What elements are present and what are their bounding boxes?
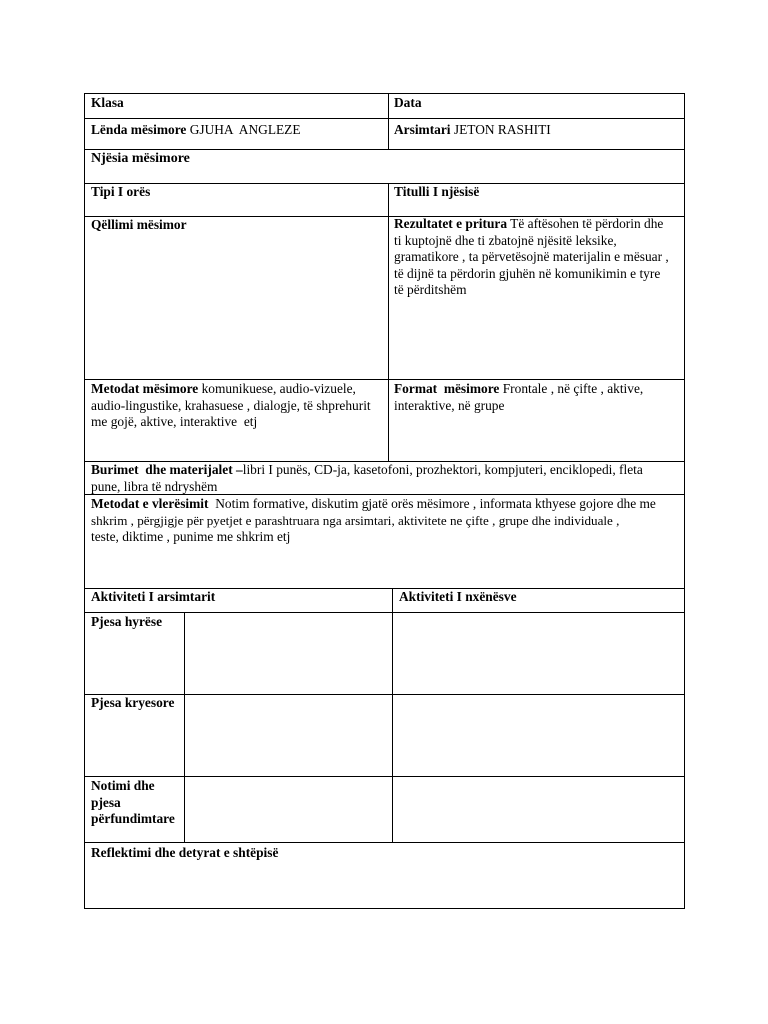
burimet-block <box>91 462 681 495</box>
pjesa-hyrese-arsimtari-cell[interactable] <box>185 613 391 694</box>
klasa-label: Klasa <box>91 95 124 110</box>
burimet-label: Burimet dhe materijalet – <box>91 462 243 477</box>
notimi-nxenesit-cell[interactable] <box>393 777 685 842</box>
burimet-line: libri I punës, CD-ja, kasetofoni, prozhektori, kompjuteri, enciklopedi, fleta <box>242 462 643 477</box>
lenda-value: GJUHA ANGLEZE <box>189 122 301 137</box>
rezultatet-block <box>394 216 684 299</box>
pjesa-hyrese-label: Pjesa hyrëse <box>91 614 163 629</box>
aktiviteti-nxenesve-label: Aktiviteti I nxënësve <box>399 589 517 604</box>
aktiviteti-arsimtarit-label: Aktiviteti I arsimtarit <box>91 589 216 604</box>
rezultatet-line: Të aftësohen të përdorin dhe <box>510 216 664 231</box>
pjesa-hyrese-nxenesit-cell[interactable] <box>393 613 685 694</box>
vleresimit-label: Metodat e vlerësimit <box>91 496 209 511</box>
vleresimit-line: teste, diktime , punime me shkrim etj <box>91 529 291 544</box>
lenda-label: Lënda mësimore <box>91 122 187 137</box>
format-line: Frontale , në çifte , aktive, <box>502 381 644 396</box>
metodat-line: komunikuese, audio-vizuele, <box>201 381 356 396</box>
vleresimit-line: Notim formative, diskutim gjatë orës mësimore , informata kthyese gojore dhe me <box>215 496 656 511</box>
format-line: interaktive, në grupe <box>394 397 505 413</box>
pjesa-kryesore-nxenesit-cell[interactable] <box>393 695 685 776</box>
tipi-label: Tipi I orës <box>91 184 151 199</box>
row-divider <box>85 149 685 150</box>
format-block <box>394 381 684 414</box>
rezultatet-line: të përditshëm <box>394 282 467 297</box>
rezultatet-line: ti kuptojnë dhe ti zbatojnë njësitë leksike, <box>394 232 617 248</box>
pjesa-kryesore-label: Pjesa kryesore <box>91 695 175 710</box>
qellimi-label: Qëllimi mësimor <box>91 217 187 232</box>
metodat-label: Metodat mësimore <box>91 381 199 396</box>
notimi-arsimtari-cell[interactable] <box>185 777 391 842</box>
row-divider <box>85 842 685 843</box>
burimet-line: pune, libra të ndryshëm <box>91 478 218 494</box>
column-divider <box>388 94 389 150</box>
row-divider <box>85 183 685 184</box>
format-label: Format mësimore <box>394 381 500 396</box>
lesson-plan-form <box>84 93 685 909</box>
metodat-block <box>91 381 387 431</box>
vleresimit-line: shkrim , përgjigje për pyetjet e parashtruara nga arsimtari, aktivitete ne çifte , grupe dhe individuale , <box>91 512 620 528</box>
vleresimit-block <box>91 496 683 546</box>
data-label: Data <box>394 95 422 110</box>
pjesa-kryesore-arsimtari-cell[interactable] <box>185 695 391 776</box>
titulli-label: Titulli I njësisë <box>394 184 480 199</box>
metodat-line: audio-lingustike, krahasuese , dialogje, të shprehurit <box>91 397 371 413</box>
column-divider <box>388 183 389 462</box>
lenda-field <box>91 122 301 139</box>
row-divider <box>85 379 685 380</box>
notimi-label-line: Notimi dhe <box>91 778 155 793</box>
njesia-label: Njësia mësimore <box>91 151 190 166</box>
notimi-label-line: përfundimtare <box>91 811 175 826</box>
notimi-label <box>91 778 175 828</box>
arsimtari-label: Arsimtari <box>394 122 451 137</box>
metodat-line: me gojë, aktive, interaktive etj <box>91 414 258 429</box>
rezultatet-line: gramatikore , ta përvetësojnë materijalin e mësuar , <box>394 249 669 264</box>
rezultatet-line: të dijnë ta përdorin gjuhën në komunikimin e tyre <box>394 265 661 281</box>
arsimtari-value: JETON RASHITI <box>453 122 551 137</box>
arsimtari-field <box>394 122 551 139</box>
rezultatet-label: Rezultatet e pritura <box>394 216 508 231</box>
row-divider <box>85 118 685 119</box>
reflektimi-label: Reflektimi dhe detyrat e shtëpisë <box>91 845 279 860</box>
notimi-label-line: pjesa <box>91 794 121 810</box>
